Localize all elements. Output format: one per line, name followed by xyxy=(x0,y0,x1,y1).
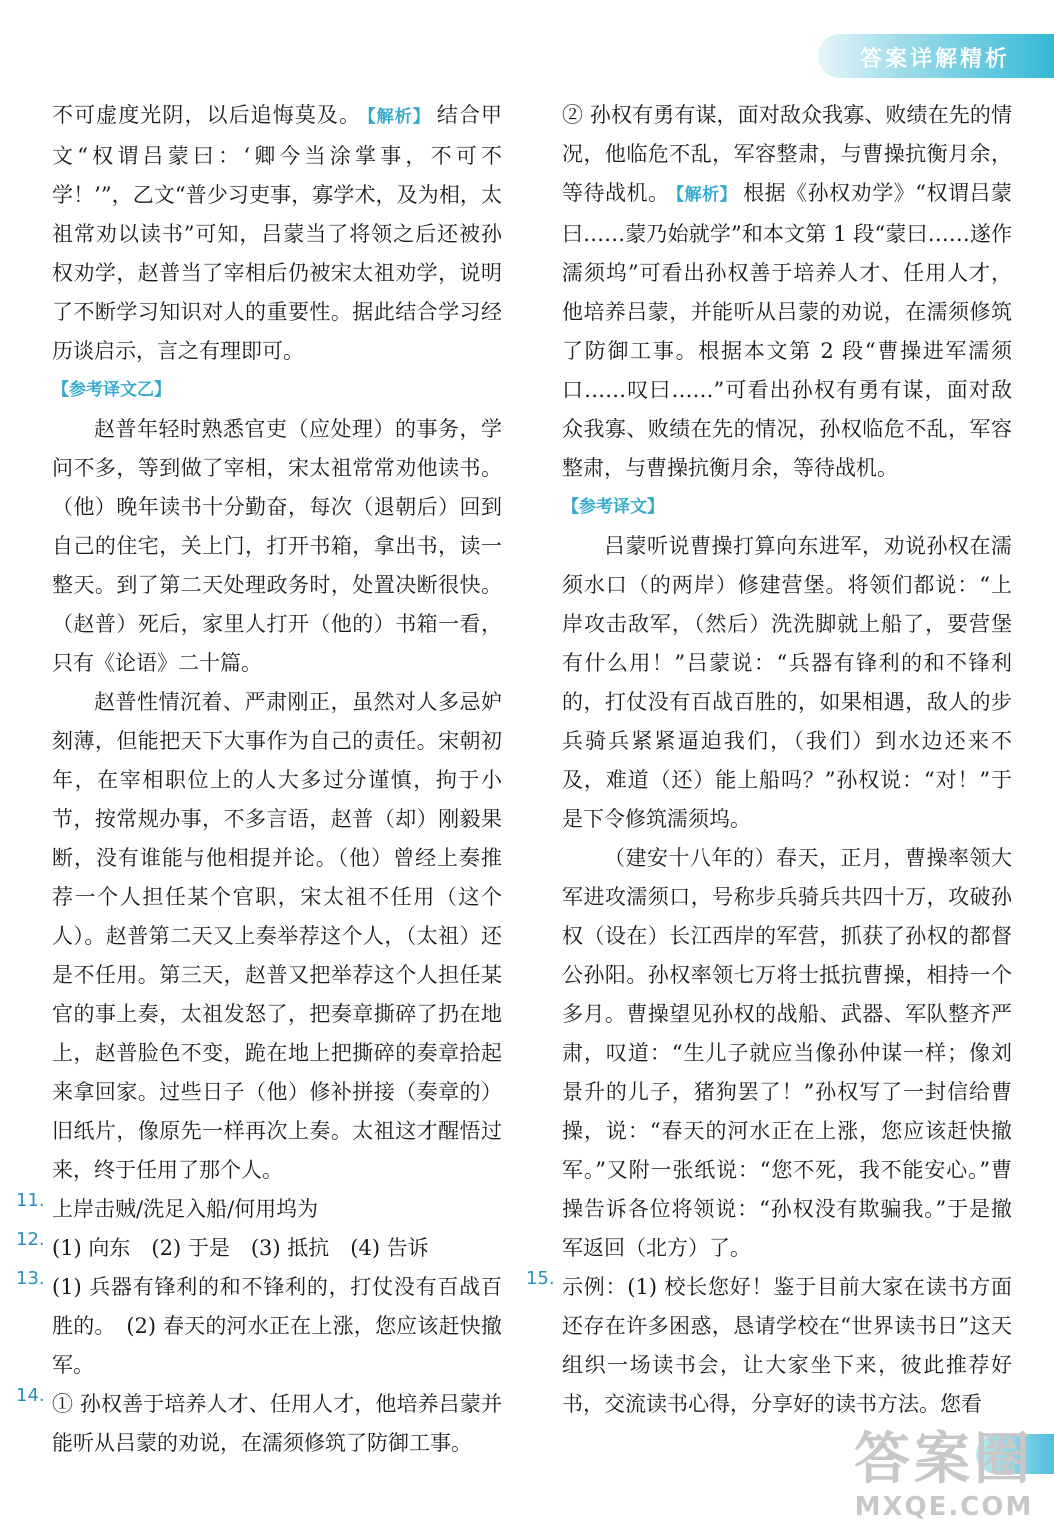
question-number: 13. xyxy=(16,1268,45,1289)
right-column xyxy=(526,96,1013,1424)
translation-heading-b: 【参考译文乙】 xyxy=(52,380,171,400)
analysis-text: 根据《孙权劝学》“权谓吕蒙曰……蒙乃始就学”和本文第 1 段“蒙曰……遂作濡须坞”可看出孙权善于培养人才、任用人才，他培养吕蒙，并能听从吕蒙的劝说，在濡须修筑了防御工事。根据本文第 2 段“曹操进军濡须口……叹曰……”可看出孙权有勇有谋，面对敌众我寡、败绩在先的情况，孙权临危不乱，军容整肃，与曹操抗衡月余，等待战机。 xyxy=(562,181,1013,480)
question-answer: ① 孙权善于培养人才、任用人才，他培养吕蒙并能听从吕蒙的劝说，在濡须修筑了防御工事。 xyxy=(52,1392,502,1455)
translation-paragraph-1: 赵普年轻时熟悉官吏（应处理）的事务，学问不多，等到做了宰相，宋太祖常常劝他读书。（他）晚年读书十分勤奋，每次（退朝后）回到自己的住宅，关上门，打开书箱，拿出书，读一整天。到了第二天处理政务时，处置决断很快。（赵普）死后，家里人打开（他的）书箱一看，只有《论语》二十篇。 xyxy=(52,417,502,675)
question-15 xyxy=(526,1268,1012,1424)
answer-text: ② 孙权有勇有谋，面对敌众我寡、败绩在先的情况，他临危不乱，军容整肃，与曹操抗衡月余，等待战机。 xyxy=(562,103,1012,205)
analysis-tag: 【解析】 xyxy=(675,185,738,205)
question-number: 15. xyxy=(526,1268,555,1289)
answer-text: 不可虚度光阴，以后追悔莫及。 xyxy=(52,103,362,127)
question-answer: 示例：(1) 校长您好！鉴于目前大家在读书方面还存在许多困惑，恳请学校在“世界读书日”这天组织一场读书会，让大家坐下来，彼此推荐好书，交流读书心得，分享好的读书方法。您看 xyxy=(562,1275,1012,1416)
watermark-logo xyxy=(844,1428,1044,1530)
question-number: 14. xyxy=(16,1385,45,1406)
translation-paragraph-1: 吕蒙听说曹操打算向东进军，劝说孙权在濡须水口（的两岸）修建营堡。将领们都说：“上岸攻击敌军，（然后）洗洗脚就上船了，要营堡有什么用！”吕蒙说：“兵器有锋利的和不锋利的，打仗没有百战百胜的，如果相遇，敌人的步兵骑兵紧紧逼迫我们，（我们）到水边还来不及，难道（还）能上船吗？”孙权说：“对！”于是下令修筑濡须坞。 xyxy=(562,534,1012,831)
translation-paragraph-2: （建安十八年的）春天，正月，曹操率领大军进攻濡须口，号称步兵骑兵共四十万，攻破孙权（设在）长江西岸的军营，抓获了孙权的都督公孙阳。孙权率领七万将士抵抗曹操，相持一个多月。曹操望见孙权的战船、武器、军队整齐严肃，叹道：“生儿子就应当像孙仲谋一样；像刘景升的儿子，猪狗罢了！”孙权写了一封信给曹操，说：“春天的河水正在上涨，您应该赶快撤军。”又附一张纸说：“您不死，我不能安心。”曹操告诉各位将领说：“孙权没有欺骗我。”于是撤军返回（北方）了。 xyxy=(562,846,1012,1260)
page-header-title: 答案详解精析 xyxy=(859,47,1010,72)
analysis-paragraph xyxy=(562,96,1012,488)
watermark-text: 答案圈 xyxy=(854,1427,1034,1492)
left-column xyxy=(16,96,503,1463)
question-14 xyxy=(16,1385,502,1463)
translation-paragraph-2: 赵普性情沉着、严肃刚正，虽然对人多忌妒刻薄，但能把天下大事作为自己的责任。宋朝初年，在宰相职位上的人大多过分谨慎，拘于小节，按常规办事，不多言语，赵普（却）刚毅果断，没有谁能与他相提并论。（他）曾经上奏推荐一个人担任某个官职，宋太祖不任用（这个人）。赵普第二天又上奏举荐这个人，（太祖）还是不任用。第三天，赵普又把举荐这个人担任某官的事上奏，太祖发怒了，把奏章撕碎了扔在地上，赵普脸色不变，跪在地上把撕碎的奏章拾起来拿回家。过些日子（他）修补拼接（奏章的）旧纸片，像原先一样再次上奏。太祖这才醒悟过来，终于任用了那个人。 xyxy=(52,690,502,1182)
watermark-url: MXQE.COM xyxy=(854,1492,1034,1522)
analysis-text: 结合甲文“权谓吕蒙曰：‘卿今当涂掌事，不可不学！’”，乙文“普少习吏事，寡学术，及为相，太祖常劝以读书”可知，吕蒙当了将领之后还被孙权劝学，赵普当了宰相后仍被宋太祖劝学，说明了不断学习知识对人的重要性。据此结合学习经历谈启示，言之有理即可。 xyxy=(52,103,503,363)
question-13 xyxy=(16,1268,502,1385)
question-12 xyxy=(16,1229,502,1268)
analysis-tag: 【解析】 xyxy=(367,107,431,127)
question-number: 11. xyxy=(16,1190,45,1211)
question-answer: (1) 兵器有锋利的和不锋利的，打仗没有百战百胜的。 (2) 春天的河水正在上涨，您应该赶快撤军。 xyxy=(52,1275,502,1377)
question-answer: (1) 向东 (2) 于是 (3) 抵抗 (4) 告诉 xyxy=(52,1236,429,1260)
question-answer: 上岸击贼/洗足入船/何用坞为 xyxy=(52,1197,319,1221)
question-11 xyxy=(16,1190,502,1229)
question-number: 12. xyxy=(16,1229,45,1250)
analysis-paragraph xyxy=(52,96,502,371)
translation-heading: 【参考译文】 xyxy=(562,497,664,517)
